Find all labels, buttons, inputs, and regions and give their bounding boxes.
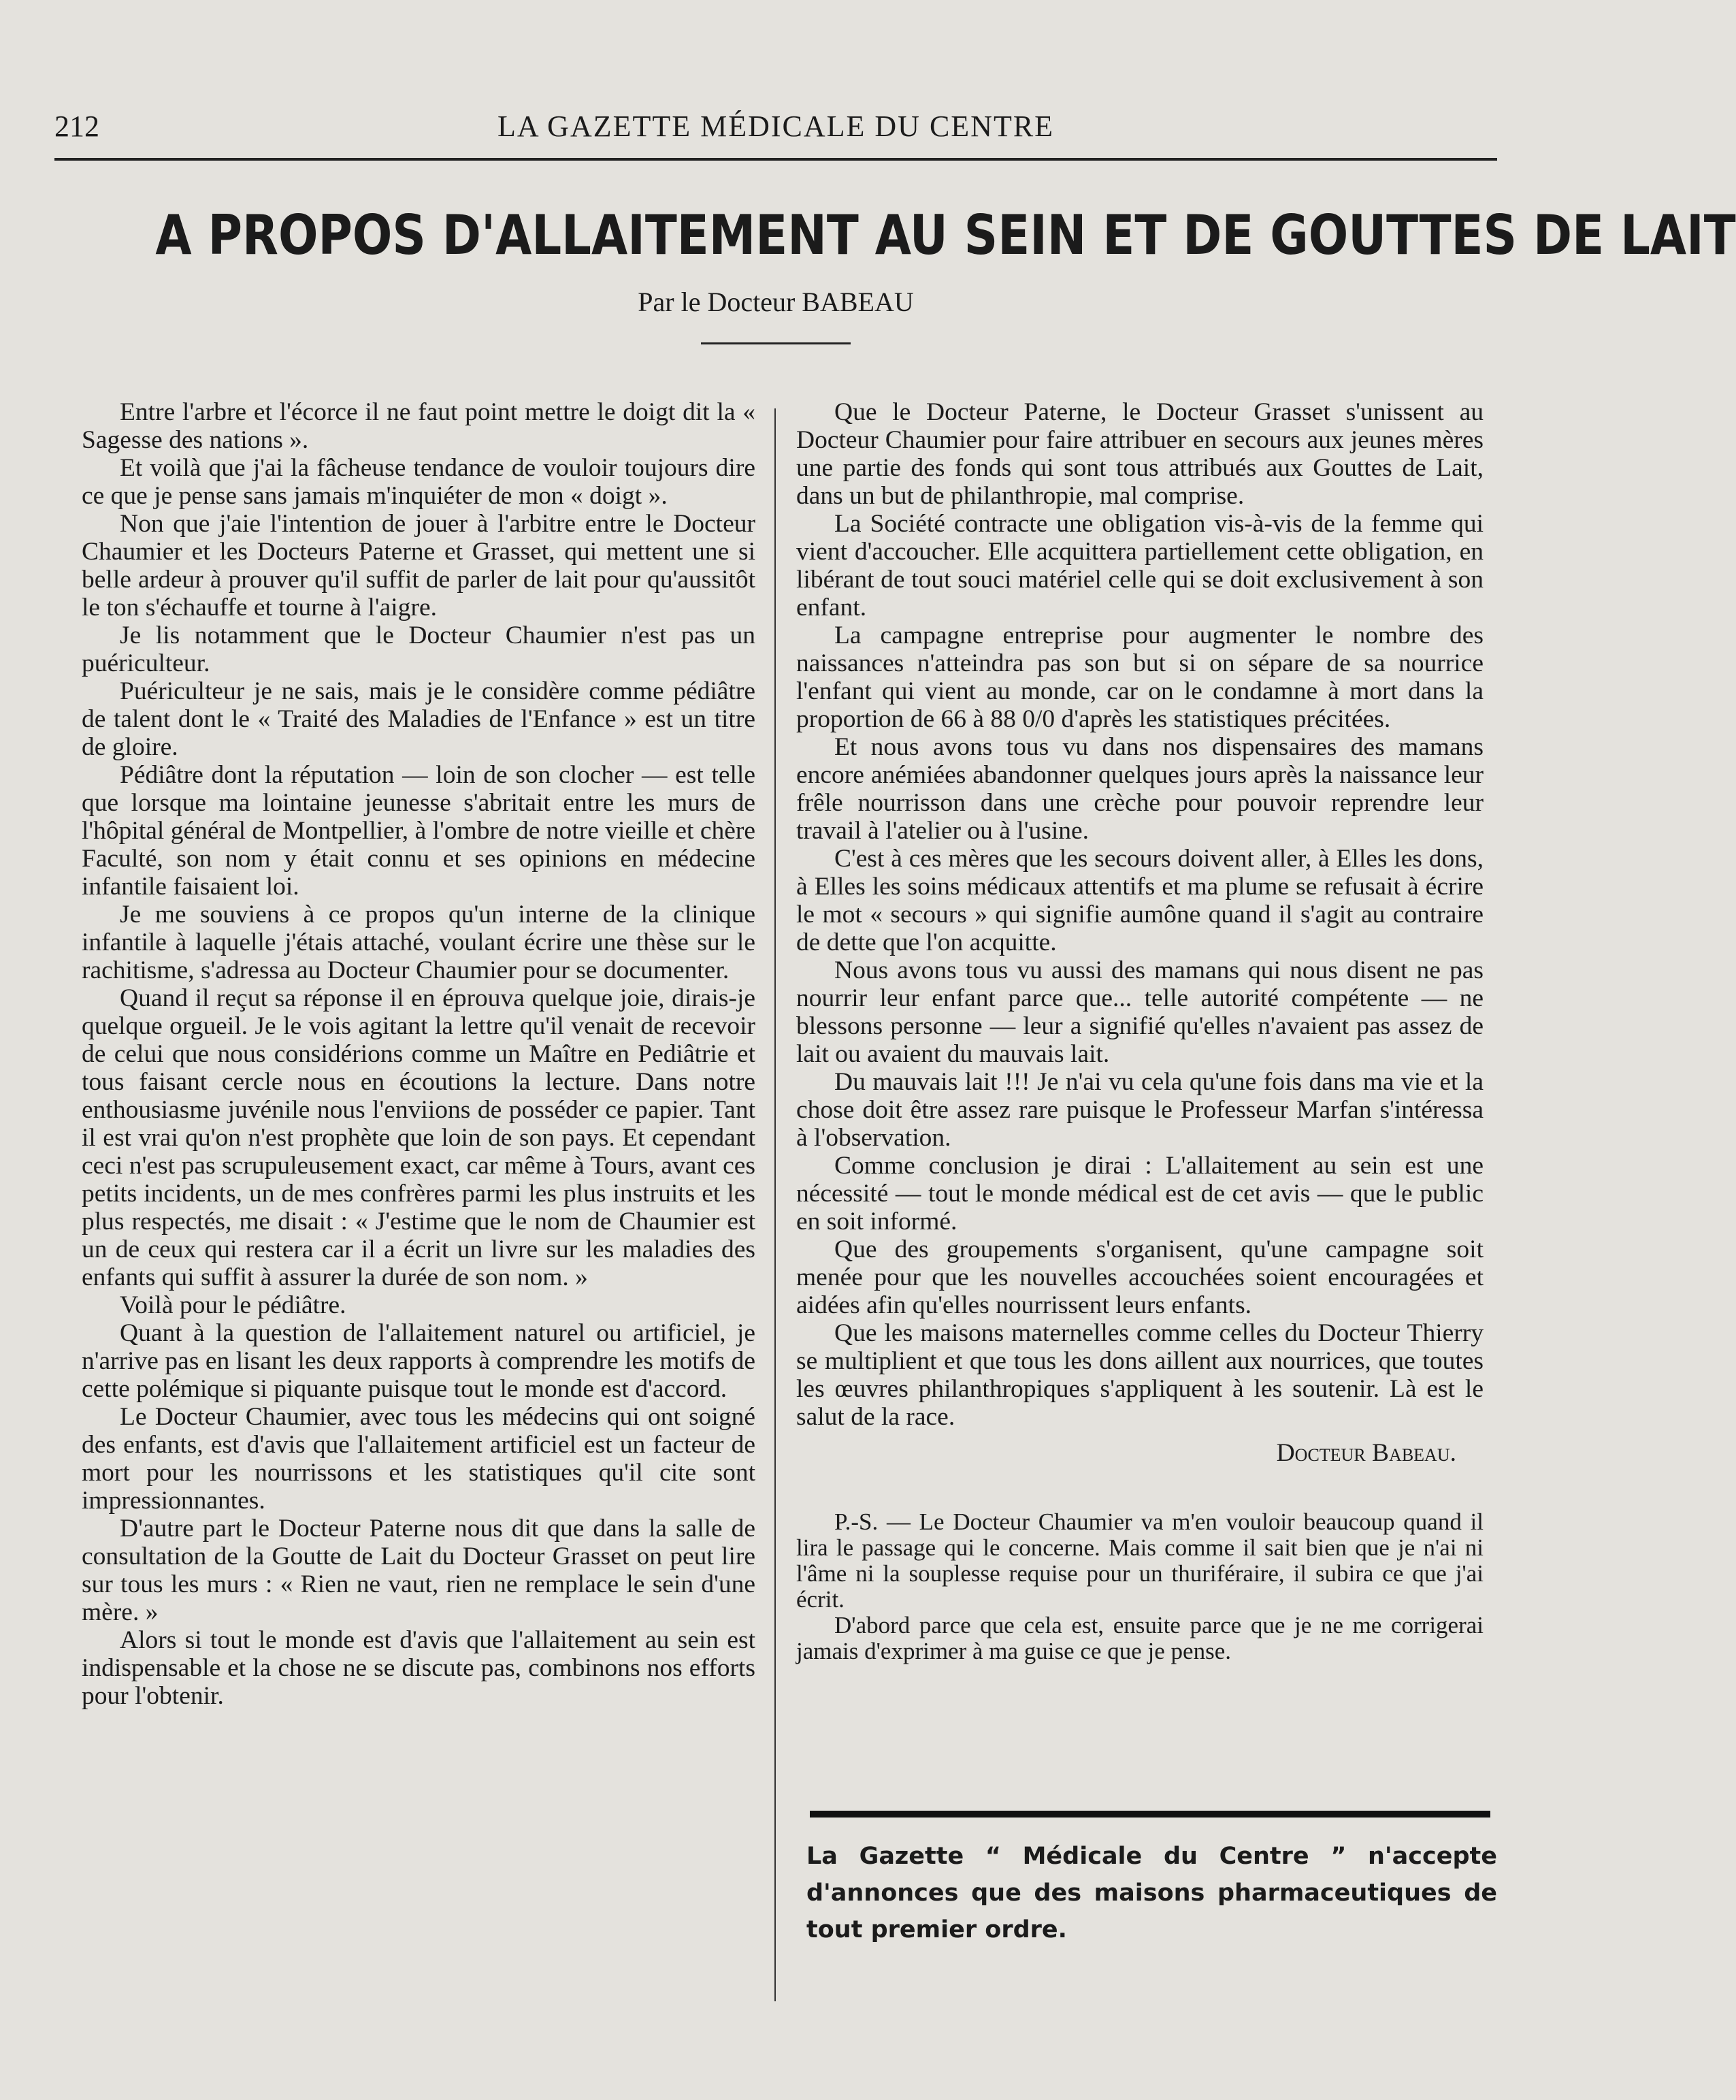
- paragraph: C'est à ces mères que les secours doivent aller, à Elles les dons, à Elles les soins médicaux attentifs et ma plume se refusait à écrire le mot « secours » qui signifie aumône quand il s'agit au contraire de dette que l'on acquitte.: [796, 845, 1484, 956]
- paragraph: Du mauvais lait !!! Je n'ai vu cela qu'une fois dans ma vie et la chose doit être assez rare puisque le Professeur Marfan s'intéressa à l'observation.: [796, 1068, 1484, 1152]
- paragraph: Que le Docteur Paterne, le Docteur Grasset s'unissent au Docteur Chaumier pour faire attribuer en secours aux jeunes mères une partie des fonds qui sont tous attribués aux Gouttes de Lait, dans un but de philanthropie, mal comprise.: [796, 398, 1484, 510]
- paragraph: Nous avons tous vu aussi des mamans qui nous disent ne pas nourrir leur enfant parce que... telle autorité compétente — ne blessons personne — leur a signifié qu'elles n'avaient pas assez de lait ou avaient du mauvais lait.: [796, 956, 1484, 1068]
- paragraph: Voilà pour le pédiâtre.: [120, 1291, 346, 1319]
- paragraph: Pédiâtre dont la réputation — loin de son clocher — est telle que lorsque ma lointaine jeunesse s'abritait entre les murs de l'hôpital général de Montpellier, à l'ombre de notre vieille et chère Faculté, son nom y était connu et ses opinions en médecine infantile faisaient loi.: [82, 761, 755, 901]
- right-column: [796, 398, 1484, 1664]
- paragraph: La Société contracte une obligation vis-à-vis de la femme qui vient d'accoucher. Elle acquittera partiellement cette obligation, en libérant de tout souci matériel celle qui se doit exclusivement à son enfant.: [796, 510, 1484, 621]
- running-head: [54, 102, 1497, 150]
- notice-rule: [810, 1811, 1490, 1818]
- postscript: D'abord parce que cela est, ensuite parce que je ne me corrigerai jamais d'exprimer à ma guise ce que je pense.: [796, 1612, 1484, 1664]
- paragraph: Je lis notamment que le Docteur Chaumier n'est pas un puériculteur.: [82, 621, 755, 677]
- paragraph: Quand il reçut sa réponse il en éprouva quelque joie, dirais-je quelque orgueil. Je le vois agitant la lettre qu'il venait de recevoir de celui que nous considérions comme un Maître en Pediâtrie et tous faisant cercle nous en écoutions la lecture. Dans notre enthousiasme juvénile nous l'enviions de posséder ce papier. Tant il est vrai qu'on n'est prophète que loin de son pays. Et cependant ceci n'est pas scrupuleusement exact, car même à Tours, avant ces petits incidents, un de mes confrères parmi les plus instruits et les plus respectés, me disait : « J'estime que le nom de Chaumier est un de ceux qui restera car il a écrit un livre sur les maladies des enfants qui suffit à assurer la durée de son nom. »: [82, 984, 755, 1291]
- page-number: 212: [54, 110, 99, 143]
- title-divider: [701, 342, 851, 344]
- paragraph: Je me souviens à ce propos qu'un interne de la clinique infantile à laquelle j'étais attaché, voulant écrire une thèse sur le rachitisme, s'adressa au Docteur Chaumier pour se documenter.: [82, 901, 755, 984]
- advertising-notice: La Gazette “ Médicale du Centre ” n'accepte d'annonces que des maisons pharmaceutiques de tout premier ordre.: [806, 1843, 1497, 1943]
- paragraph: Que les maisons maternelles comme celles du Docteur Thierry se multiplient et que tous les dons aillent aux nourrices, que toutes les œuvres philanthropiques s'appliquent à les soutenir. Là est le salut de la race.: [796, 1319, 1484, 1431]
- left-column: [82, 398, 755, 1710]
- paragraph: Le Docteur Chaumier, avec tous les médecins qui ont soigné des enfants, est d'avis que l'allaitement artificiel est un facteur de mort pour les nourrissons et les statistiques qu'il cite sont impressionnantes.: [82, 1403, 755, 1515]
- paragraph: Puériculteur je ne sais, mais je le considère comme pédiâtre de talent dont le « Traité des Maladies de l'Enfance » est un titre de gloire.: [82, 677, 755, 761]
- paragraph: Entre l'arbre et l'écorce il ne faut point mettre le doigt dit la « Sagesse des nations ».: [82, 398, 755, 454]
- article-byline: Par le Docteur BABEAU: [638, 287, 914, 317]
- column-divider: [774, 408, 776, 2001]
- author-signature: Docteur Babeau.: [1276, 1439, 1456, 1467]
- paragraph: Non que j'aie l'intention de jouer à l'arbitre entre le Docteur Chaumier et les Docteurs Paterne et Grasset, qui mettent une si belle ardeur à prouver qu'il suffit de parler de lait pour qu'aussitôt le ton s'échauffe et tourne à l'aigre.: [82, 510, 755, 621]
- paragraph: Et nous avons tous vu dans nos dispensaires des mamans encore anémiées abandonner quelques jours après la naissance leur frêle nourrisson dans une crèche pour pouvoir reprendre leur travail à l'atelier ou à l'usine.: [796, 733, 1484, 845]
- paragraph: Quant à la question de l'allaitement naturel ou artificiel, je n'arrive pas en lisant les deux rapports à comprendre les motifs de cette polémique si piquante puisque tout le monde est d'accord.: [82, 1319, 755, 1403]
- postscript: P.-S. — Le Docteur Chaumier va m'en vouloir beaucoup quand il lira le passage qui le concerne. Mais comme il sait bien que je n'ai ni l'âme ni la souplesse requise pour un thuriféraire, il subira ce que j'ai écrit.: [796, 1508, 1484, 1613]
- paragraph: La campagne entreprise pour augmenter le nombre des naissances n'atteindra pas son but si on sépare de sa nourrice l'enfant qui vient au monde, car on le condamne à mort dans la proportion de 66 à 88 0/0 d'après les statistiques précitées.: [796, 621, 1484, 733]
- paragraph: Alors si tout le monde est d'avis que l'allaitement au sein est indispensable et la chose ne se discute pas, combinons nos efforts pour l'obtenir.: [82, 1626, 755, 1710]
- paragraph: Comme conclusion je dirai : L'allaitement au sein est une nécessité — tout le monde médical est de cet avis — que le public en soit informé.: [796, 1152, 1484, 1235]
- paragraph: D'autre part le Docteur Paterne nous dit que dans la salle de consultation de la Goutte de Lait du Docteur Grasset on peut lire sur tous les murs : « Rien ne vaut, rien ne remplace le sein d'une mère. »: [82, 1515, 755, 1626]
- article-title: A PROPOS D'ALLAITEMENT AU SEIN ET DE GOUTTES DE LAIT: [155, 204, 1736, 267]
- header-rule: [54, 158, 1497, 161]
- paragraph: Et voilà que j'ai la fâcheuse tendance de vouloir toujours dire ce que je pense sans jamais m'inquiéter de mon « doigt ».: [82, 454, 755, 510]
- journal-title: LA GAZETTE MÉDICALE DU CENTRE: [497, 110, 1055, 143]
- paragraph: Que des groupements s'organisent, qu'une campagne soit menée pour que les nouvelles accouchées soient encouragées et aidées afin qu'elles nourrissent leurs enfants.: [796, 1235, 1484, 1319]
